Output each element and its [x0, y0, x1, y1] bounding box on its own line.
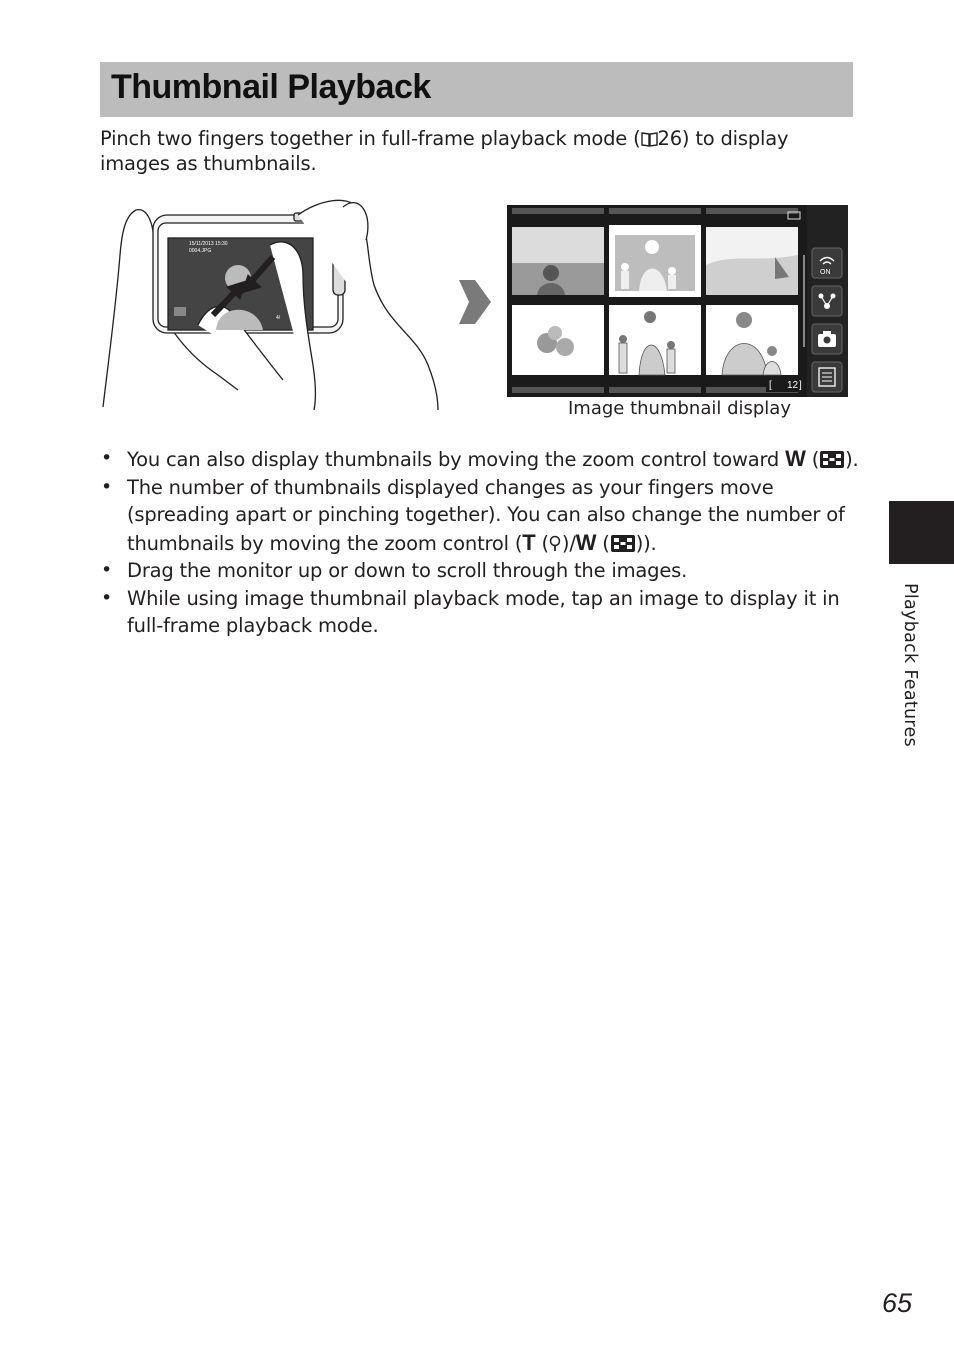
page-title: Thumbnail Playback: [111, 68, 431, 106]
bullet-text: The number of thumbnails displayed changes as your fingers move (spreading apart or pinching together). You can also change the number of thumbnails by moving the zoom control (: [127, 475, 845, 555]
thumbnail[interactable]: [512, 227, 604, 295]
share-icon[interactable]: [812, 286, 842, 316]
bullet-text: While using image thumbnail playback mode, tap an image to display it in full-frame playback mode.: [127, 586, 840, 637]
bullet-text: You can also display thumbnails by moving the zoom control toward: [127, 448, 786, 471]
camera-icon[interactable]: [812, 324, 842, 354]
book-reference-icon: [641, 131, 658, 147]
zoom-tele-glyph: T: [522, 529, 536, 555]
thumbnail[interactable]: [512, 305, 604, 375]
thumbnail-display-screen: [507, 205, 848, 397]
intro-text-2: ) to display images as thumbnails.: [100, 127, 789, 175]
bullet-text: )).: [635, 531, 657, 555]
overlay-date: 15/11/2013 15:30: [189, 241, 228, 247]
zoom-wide-glyph: W: [785, 446, 806, 471]
thumbnail[interactable]: [706, 305, 798, 375]
bullet-dot: •: [101, 586, 113, 609]
list-item: [100, 474, 860, 558]
bullet-text: (: [596, 531, 610, 555]
thumbnail-counter: 12: [787, 380, 799, 391]
overlay-file: 0004.JPG: [189, 248, 212, 254]
bullet-text: Drag the monitor up or down to scroll through the images.: [127, 559, 688, 582]
bullet-text: )/: [561, 531, 576, 555]
menu-icon[interactable]: [812, 362, 842, 392]
thumbnail-grid-icon: [819, 450, 845, 469]
thumbnail[interactable]: [609, 305, 701, 375]
thumbnail[interactable]: [706, 227, 798, 295]
intro-paragraph: [100, 126, 840, 176]
section-label: Playback Features: [900, 583, 920, 747]
thumbnail-caption: Image thumbnail display: [567, 398, 791, 419]
list-item: [100, 557, 860, 585]
thumbnail-grid-icon: [610, 534, 636, 553]
list-item: [100, 445, 860, 474]
svg-text:[: [: [769, 380, 772, 391]
thumbnail-selected[interactable]: [609, 225, 701, 297]
list-item: [100, 585, 860, 640]
intro-ref-page: 26: [657, 127, 682, 150]
intro-text-1: Pinch two fingers together in full-frame playback mode (: [100, 127, 641, 150]
bullet-dot: •: [101, 475, 113, 498]
zoom-wide-glyph: W: [575, 529, 597, 555]
bullet-list: [100, 445, 860, 640]
bullet-text: (: [805, 448, 820, 471]
section-tab: [889, 501, 954, 564]
svg-text:]: ]: [799, 380, 802, 391]
page-number: 65: [881, 1288, 912, 1318]
pinch-gesture-illustration: [98, 185, 443, 413]
bullet-dot: •: [101, 447, 113, 469]
bullet-dot: •: [101, 559, 113, 581]
wifi-on-label: ON: [820, 269, 831, 276]
wifi-on-icon[interactable]: [812, 248, 842, 278]
arrow-right-icon: [455, 277, 495, 327]
overlay-counter: 4/: [276, 315, 281, 321]
magnify-icon: [549, 535, 562, 552]
bullet-text: ).: [845, 448, 859, 471]
title-bar: [100, 62, 853, 117]
bullet-text: (: [535, 531, 549, 555]
